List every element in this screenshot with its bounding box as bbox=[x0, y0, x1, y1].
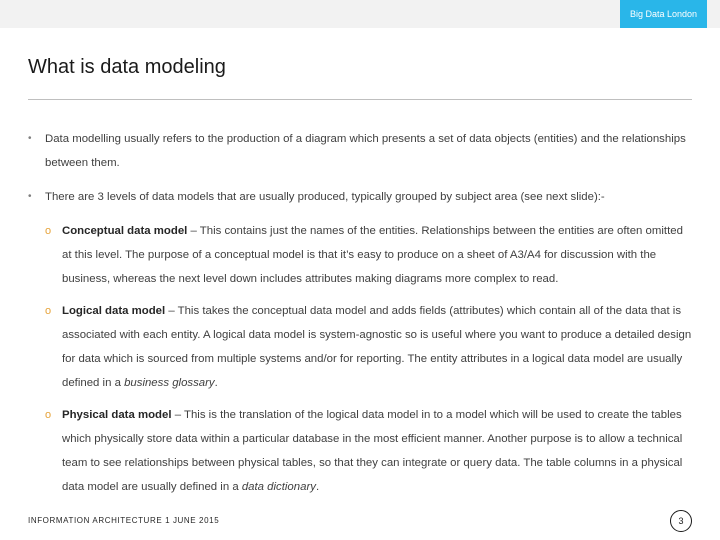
sub-item-physical bbox=[28, 403, 694, 499]
footer-text: INFORMATION ARCHITECTURE 1 JUNE 2015 bbox=[28, 516, 220, 525]
sub-item-logical bbox=[28, 299, 694, 395]
header-band bbox=[0, 0, 720, 28]
circle-bullet-icon: o bbox=[45, 409, 52, 421]
bullet-item bbox=[28, 185, 694, 209]
term-label: Physical data model bbox=[62, 409, 172, 421]
sentence-end: . bbox=[315, 481, 320, 493]
term-reference: data dictionary bbox=[241, 481, 316, 493]
sub-item-conceptual bbox=[28, 219, 694, 291]
term-label: Logical data model bbox=[62, 305, 166, 317]
bullet-item bbox=[28, 127, 694, 175]
bullet-text: Data modelling usually refers to the production of a diagram which presents a set of data objects (entities) and the relationships between them. bbox=[45, 133, 686, 169]
circle-bullet-icon: o bbox=[45, 305, 52, 317]
bullet-dot-icon: • bbox=[28, 133, 32, 144]
slide-body bbox=[28, 127, 694, 507]
term-reference: business glossary bbox=[124, 377, 215, 389]
title-divider bbox=[28, 99, 692, 100]
term-description: – This takes the conceptual data model and adds fields (attributes) which contain all of the data that is associated with each entity. A logical data model is system-agnostic so is useful where you want to produce a detailed design for data which is sourced from multiple systems and/or for reporting. The entity attributes in a logical data model are usually defined in a bbox=[62, 305, 692, 389]
term-description: – This is the translation of the logical data model in to a model which will be used to create the tables which physically store data within a particular database in the most efficient manner. Another purpose is to allow a technical team to see relationships between physical tables, so that they can integrate or query data. The table columns in a physical data model are usually defined in a bbox=[62, 409, 683, 493]
term-label: Conceptual data model bbox=[62, 225, 188, 237]
sentence-end: . bbox=[214, 377, 218, 389]
bullet-dot-icon: • bbox=[28, 191, 32, 202]
page-number: 3 bbox=[670, 510, 692, 532]
brand-label: Big Data London bbox=[620, 0, 707, 28]
term-description: – This contains just the names of the entities. Relationships between the entities are often omitted at this level. The purpose of a conceptual model is that it’s easy to produce on a sheet of A3/A4 for discussion with the business, whereas the next level down includes attributes making diagrams more complex to read. bbox=[62, 225, 683, 285]
bullet-text: There are 3 levels of data models that are usually produced, typically grouped by subject area (see next slide):- bbox=[45, 191, 605, 203]
circle-bullet-icon: o bbox=[45, 225, 52, 237]
slide-title: What is data modeling bbox=[28, 56, 226, 78]
